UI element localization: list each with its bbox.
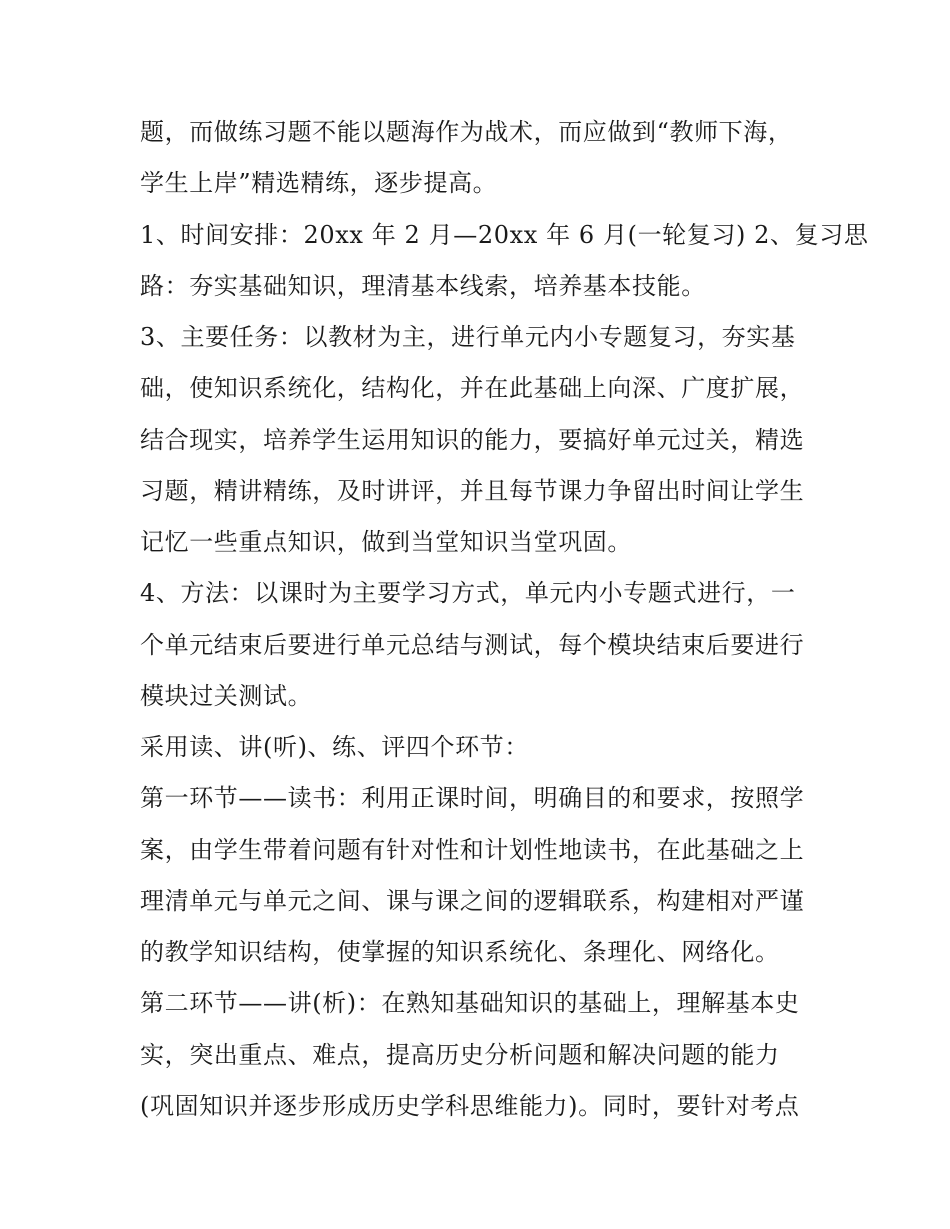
- text-line: 1、时间安排：20xx 年 2 月—20xx 年 6 月(一轮复习) 2、复习思: [140, 220, 869, 249]
- text-line: 采用读、讲(听)、练、评四个环节：: [140, 733, 529, 761]
- text-line: 路：夯实基础知识，理清基本线索，培养基本技能。: [140, 271, 706, 300]
- text-line: 4、方法：以课时为主要学习方式，单元内小专题式进行，一: [140, 579, 796, 608]
- text-line: 第二环节——讲(析)：在熟知基础知识的基础上，理解基本史: [140, 989, 800, 1018]
- text-line: 题，而做练习题不能以题海作为战术，而应做到“教师下海，: [140, 118, 793, 146]
- text-line: 学生上岸”精选精练，逐步提高。: [140, 169, 498, 198]
- text-line: 习题，精讲精练，及时讲评，并且每节课力争留出时间让学生: [140, 476, 805, 505]
- text-line: 理清单元与单元之间、课与课之间的逻辑联系，构建相对严谨: [140, 886, 805, 915]
- text-line: 案，由学生带着问题有针对性和计划性地读书，在此基础之上: [140, 835, 805, 864]
- text-line: 的教学知识结构，使掌握的知识系统化、条理化、网络化。: [140, 938, 780, 966]
- text-line: 记忆一些重点知识，做到当堂知识当堂巩固。: [140, 528, 632, 556]
- text-line: (巩固知识并逐步形成历史学科思维能力)。同时，要针对考点: [140, 1091, 800, 1120]
- text-line: 础，使知识系统化，结构化，并在此基础上向深、广度扩展，: [140, 374, 805, 403]
- document-body: [140, 107, 869, 1132]
- text-line: 3、主要任务：以教材为主，进行单元内小专题复习，夯实基: [140, 323, 796, 351]
- text-line: 实，突出重点、难点，提高历史分析问题和解决问题的能力: [140, 1040, 780, 1069]
- text-line: 模块过关测试。: [140, 681, 313, 710]
- text-line: 结合现实，培养学生运用知识的能力，要搞好单元过关，精选: [140, 425, 805, 454]
- text-line: 第一环节——读书：利用正课时间，明确目的和要求，按照学: [140, 784, 805, 813]
- text-line: 个单元结束后要进行单元总结与测试，每个模块结束后要进行: [140, 630, 805, 659]
